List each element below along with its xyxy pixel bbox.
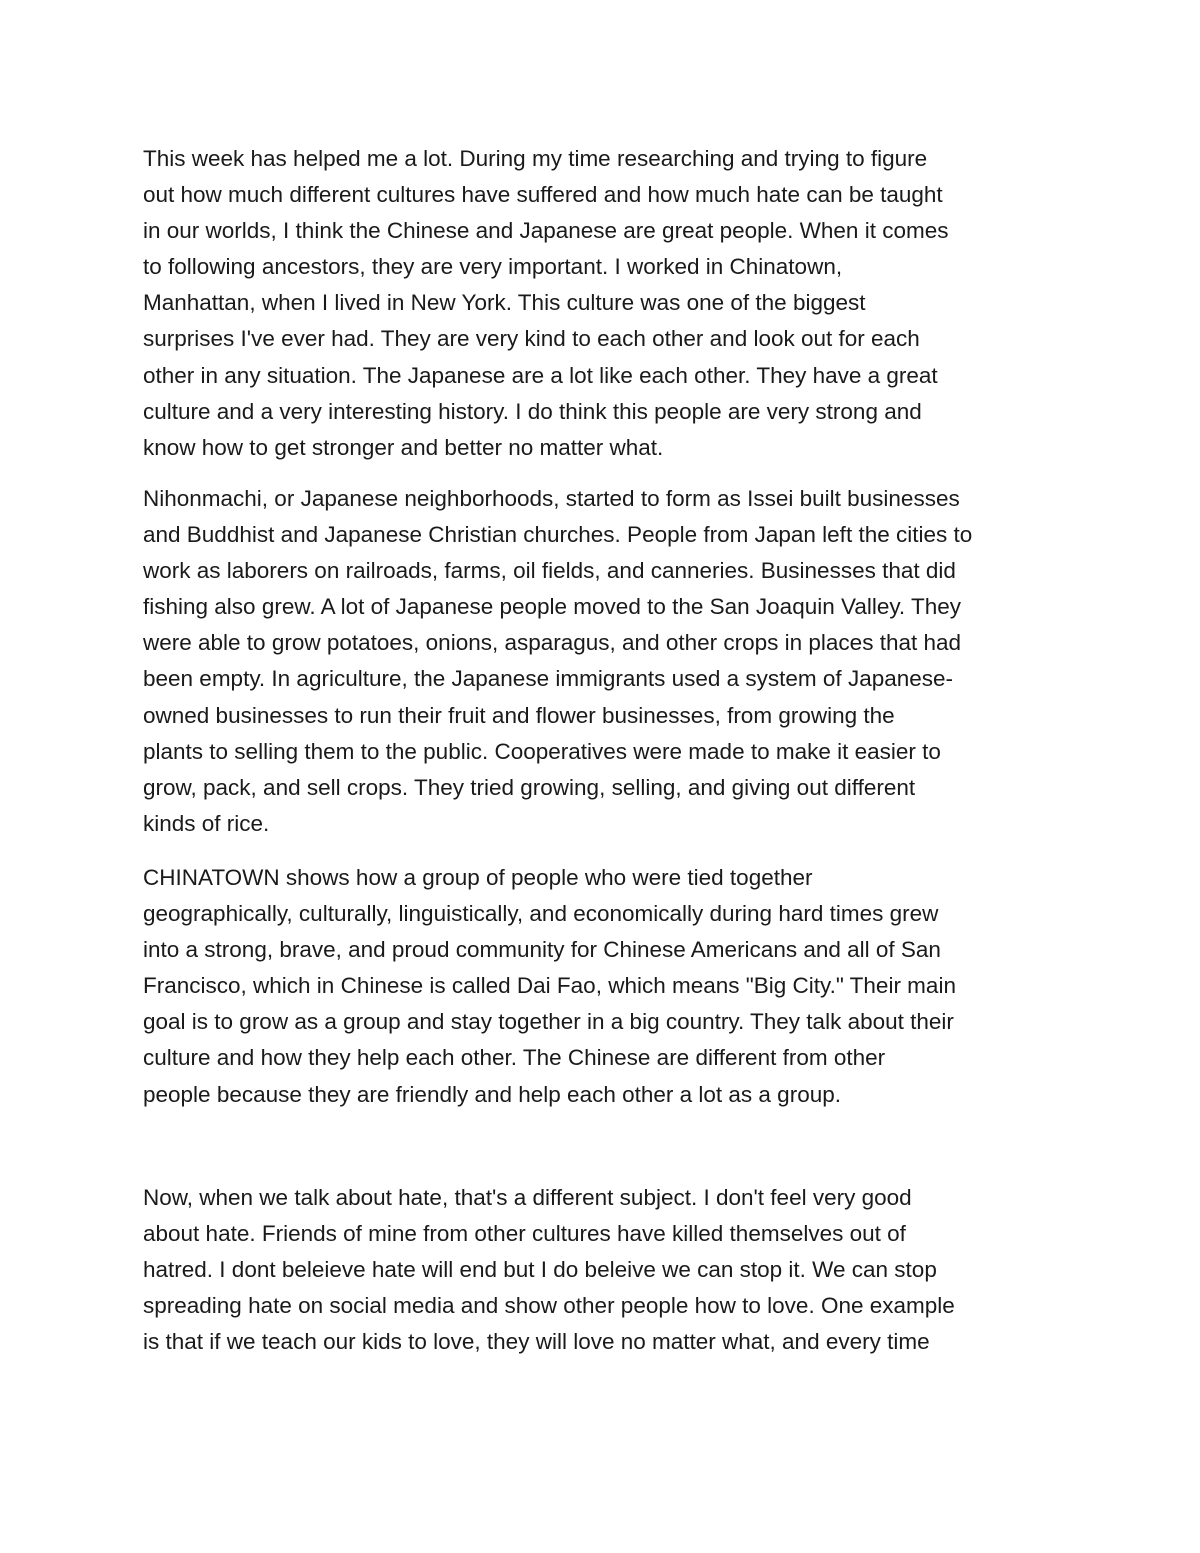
paragraph-line: work as laborers on railroads, farms, oil fields, and canneries. Businesses that did (143, 558, 956, 584)
paragraph-line: and Buddhist and Japanese Christian churches. People from Japan left the cities to (143, 522, 973, 548)
paragraph-line: were able to grow potatoes, onions, asparagus, and other crops in places that had (143, 630, 962, 656)
paragraph-line: know how to get stronger and better no matter what. (143, 434, 664, 460)
paragraph-line: in our worlds, I think the Chinese and Japanese are great people. When it comes (143, 218, 949, 244)
paragraph-line: geographically, culturally, linguistically, and economically during hard times grew (143, 901, 939, 927)
paragraph-line: This week has helped me a lot. During my time researching and trying to figure (143, 146, 928, 171)
paragraph-line: Manhattan, when I lived in New York. This culture was one of the biggest (143, 290, 866, 316)
paragraph-line: been empty. In agriculture, the Japanese immigrants used a system of Japanese- (143, 666, 954, 692)
paragraph-line: spreading hate on social media and show other people how to love. One example (143, 1293, 955, 1319)
paragraph-line: kinds of rice. (143, 810, 270, 836)
paragraph-1 (143, 141, 1073, 466)
paragraph-4 (143, 1180, 1073, 1360)
paragraph-line: about hate. Friends of mine from other cultures have killed themselves out of (143, 1221, 906, 1247)
paragraph-line: Now, when we talk about hate, that's a different subject. I don't feel very good (143, 1185, 912, 1210)
paragraph-2 (143, 481, 1073, 842)
paragraph-line: to following ancestors, they are very important. I worked in Chinatown, (143, 254, 843, 280)
paragraph-line: plants to selling them to the public. Cooperatives were made to make it easier to (143, 738, 941, 764)
paragraph-line: people because they are friendly and help each other a lot as a group. (143, 1081, 841, 1107)
paragraph-line: culture and a very interesting history. I do think this people are very strong and (143, 398, 922, 424)
paragraph-line: surprises I've ever had. They are very kind to each other and look out for each (143, 326, 920, 352)
paragraph-line: goal is to grow as a group and stay together in a big country. They talk about their (143, 1009, 954, 1035)
paragraph-line: hatred. I dont beleieve hate will end but I do beleive we can stop it. We can stop (143, 1257, 937, 1283)
paragraph-line: Francisco, which in Chinese is called Dai Fao, which means "Big City." Their main (143, 973, 956, 999)
paragraph-line: grow, pack, and sell crops. They tried growing, selling, and giving out different (143, 774, 916, 800)
paragraph-line: Nihonmachi, or Japanese neighborhoods, started to form as Issei built businesses (143, 486, 960, 511)
paragraph-line: fishing also grew. A lot of Japanese people moved to the San Joaquin Valley. They (143, 594, 962, 620)
paragraph-line: is that if we teach our kids to love, they will love no matter what, and every time (143, 1329, 930, 1355)
paragraph-line: owned businesses to run their fruit and flower businesses, from growing the (143, 702, 895, 728)
paragraph-line: other in any situation. The Japanese are a lot like each other. They have a great (143, 362, 938, 388)
paragraph-line: into a strong, brave, and proud community for Chinese Americans and all of San (143, 937, 941, 963)
paragraph-line: out how much different cultures have suffered and how much hate can be taught (143, 182, 943, 208)
paragraph-3 (143, 860, 1073, 1113)
paragraph-line: CHINATOWN shows how a group of people who were tied together (143, 865, 813, 890)
paragraph-line: culture and how they help each other. The Chinese are different from other (143, 1045, 886, 1071)
